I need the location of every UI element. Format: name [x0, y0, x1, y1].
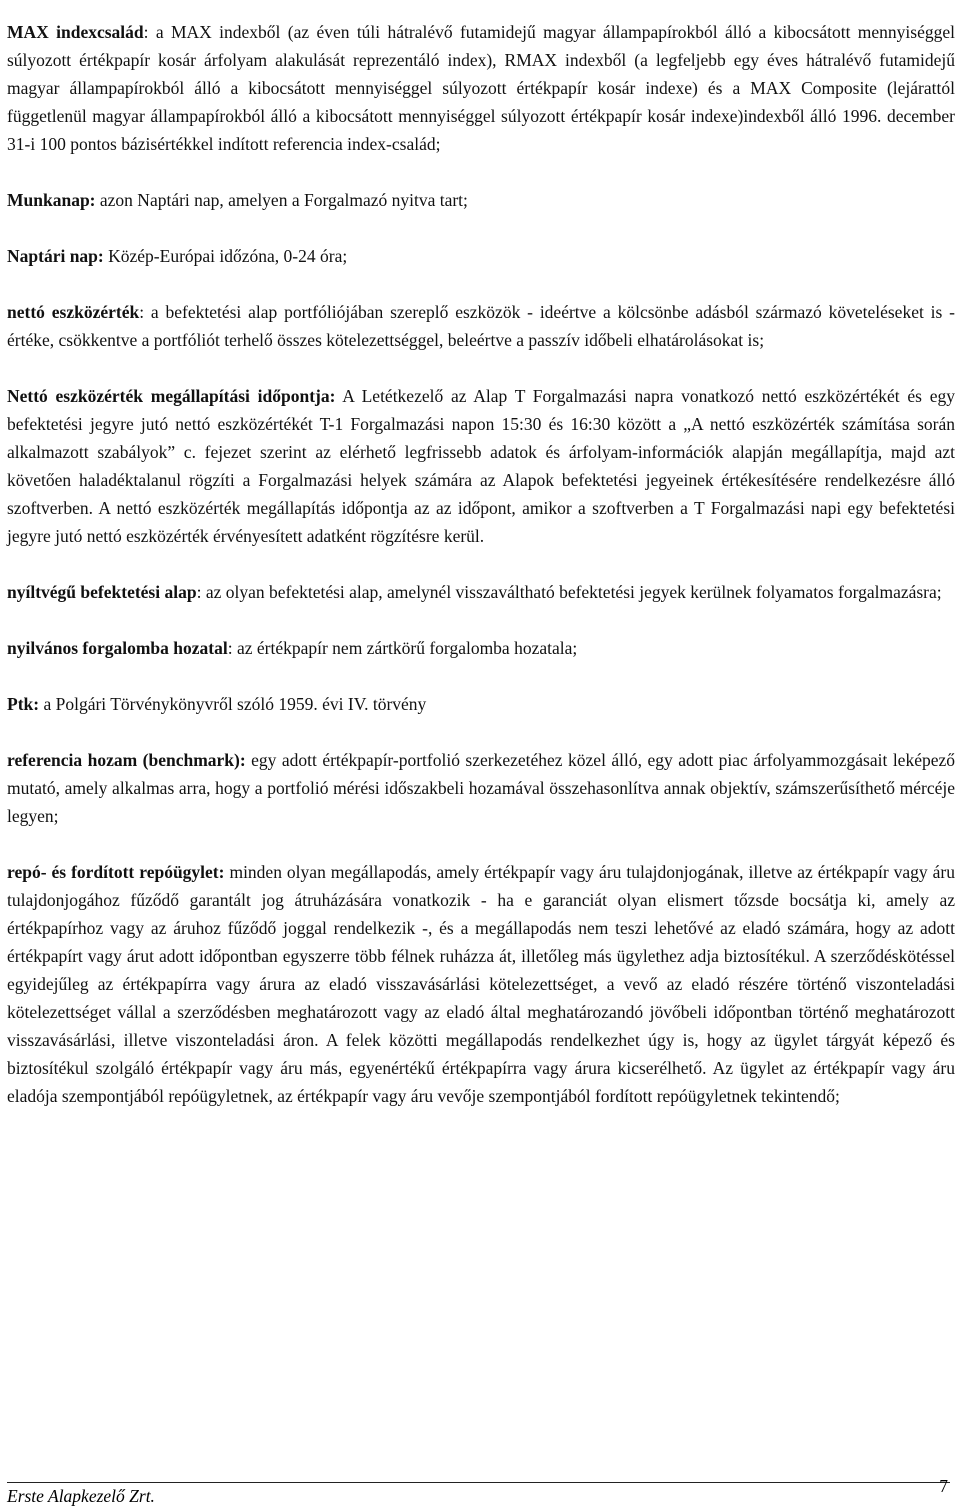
- definition-nyilvanos-forgalomba-hozatal: [7, 634, 955, 662]
- definition-term: MAX indexcsalád: [7, 22, 144, 42]
- footer-company-name: Erste Alapkezelő Zrt.: [7, 1486, 155, 1506]
- definition-term: repó- és fordított repóügylet:: [7, 862, 225, 882]
- definition-term: nettó eszközérték: [7, 302, 140, 322]
- definition-text: azon Naptári nap, amelyen a Forgalmazó nyitva tart;: [95, 190, 468, 210]
- definition-term: Munkanap:: [7, 190, 96, 210]
- definition-term: referencia hozam (benchmark):: [7, 750, 246, 770]
- definition-text: A Letétkezelő az Alap T Forgalmazási napra vonatkozó nettó eszközértékét és egy befektetési jegyre jutó nettó eszközértékét T-1 Forgalmazási napon 15:30 és 16:30 között a „A nettó eszközérték számítása során alkalmazott szabályok” c. fejezet szerint az elérhető legfrissebb adatok és árfolyam-információk alapján megállapítja, majd azt követően haladéktalanul rögzíti a Forgalmazási helyek számára az Alapok befektetési jegyeinek értékesítésére rendelkezésre álló szoftverben. A nettó eszközérték megállapítás időpontja az az időpont, amikor a szoftverben a T Forgalmazási napi egy befektetési jegyre jutó nettó eszközérték érvényesített adatként rögzítésre kerül.: [7, 386, 955, 546]
- definition-text: egy adott értékpapír-portfolió szerkezetéhez közel álló, egy adott piac árfolyammozgásait leképező mutató, amely alkalmas arra, hogy a portfolió mérési időszakbeli hozamával összehasonlítva annak objektív, számszerűsíthető mércéje legyen;: [7, 750, 955, 826]
- page-footer: [7, 1476, 950, 1508]
- definition-text: : a MAX indexből (az éven túli hátralévő futamidejű magyar állampapírokból álló a kibocsátott mennyiséggel súlyozott értékpapír kosár árfolyam alakulását reprezentáló index), RMAX indexből (a legfeljebb egy éves hátralévő futamidejű magyar állampapírokból álló a kibocsátott mennyiséggel súlyozott értékpapír kosár indexe) és a MAX Composite (lejárattól függetlenül magyar állampapírokból álló a kibocsátott mennyiséggel súlyozott értékpapír kosár indexe)indexből álló 1996. december 31-i 100 pontos bázisértékkel indított referencia index-család;: [7, 22, 955, 154]
- definition-netto-eszkozertek-megallapitasi-idopontja: [7, 382, 955, 550]
- definition-naptari-nap: [7, 242, 955, 270]
- definition-text: : a befektetési alap portfóliójában szereplő eszközök - ideértve a kölcsönbe adásból származó követeléseket is - értéke, csökkentve a portfóliót terhelő összes kötelezettséggel, beleértve a passzív időbeli elhatárolásokat is;: [7, 302, 955, 350]
- definition-term: nyilvános forgalomba hozatal: [7, 638, 228, 658]
- definition-text: : az olyan befektetési alap, amelynél visszaváltható befektetési jegyek kerülnek folyamatos forgalmazásra;: [196, 582, 942, 602]
- definition-term: Naptári nap:: [7, 246, 104, 266]
- definition-text: Közép-Európai időzóna, 0-24 óra;: [103, 246, 348, 266]
- definition-term: Nettó eszközérték megállapítási időpontja:: [7, 386, 336, 406]
- definition-text: minden olyan megállapodás, amely értékpapír vagy áru tulajdonjogának, illetve az értékpapír vagy áru tulajdonjogához fűződő garantált jog átruházására vonatkozik - ha e garanciát olyan elismert tőzsde bocsátja ki, amely az értékpapírhoz vagy az áruhoz fűződő joggal rendelkezik -, és a megállapodás nem teszi lehetővé az eladó számára, hogy az adott értékpapírt vagy árut adott időpontban egyszerre több félnek ruházza át, illetőleg más ügylethez adja biztosítékul. A szerződéskötéssel egyidejűleg az értékpapírra vagy árura az eladó visszavásárlási kötelezettséget, a vevő az eladó részére történő viszonteladási kötelezettséget vállal a szerződésben meghatározott vagy az eladó által meghatározandó jövőbeli időpontban történő meghatározott visszavásárlási, illetve viszonteladási áron. A felek közötti megállapodás rendelkezhet úgy is, hogy az ügylet tárgyát képező és biztosítékul szolgáló értékpapír vagy áru más, egyenértékű értékpapírra vagy árura kicserélhető. Az ügylet az értékpapír vagy áru eladója szempontjából repóügyletnek, az értékpapír vagy áru vevője szempontjából fordított repóügyletnek tekintendő;: [7, 862, 956, 1106]
- definition-netto-eszkozertek: [7, 298, 955, 354]
- page-number: 7: [939, 1476, 948, 1496]
- definition-ptk: [7, 690, 955, 718]
- definition-term: nyíltvégű befektetési alap: [7, 582, 197, 602]
- definition-nyiltvegu-befektetesi-alap: [7, 578, 955, 606]
- definition-munkanap: [7, 186, 955, 214]
- definition-referencia-hozam: [7, 746, 955, 830]
- definition-text: : az értékpapír nem zártkörű forgalomba hozatala;: [227, 638, 578, 658]
- definition-text: a Polgári Törvénykönyvről szóló 1959. évi IV. törvény: [39, 694, 427, 714]
- definition-max-indexcsalad: [7, 18, 955, 158]
- definition-repo-ugylet: [7, 858, 955, 1110]
- definition-term: Ptk:: [7, 694, 40, 714]
